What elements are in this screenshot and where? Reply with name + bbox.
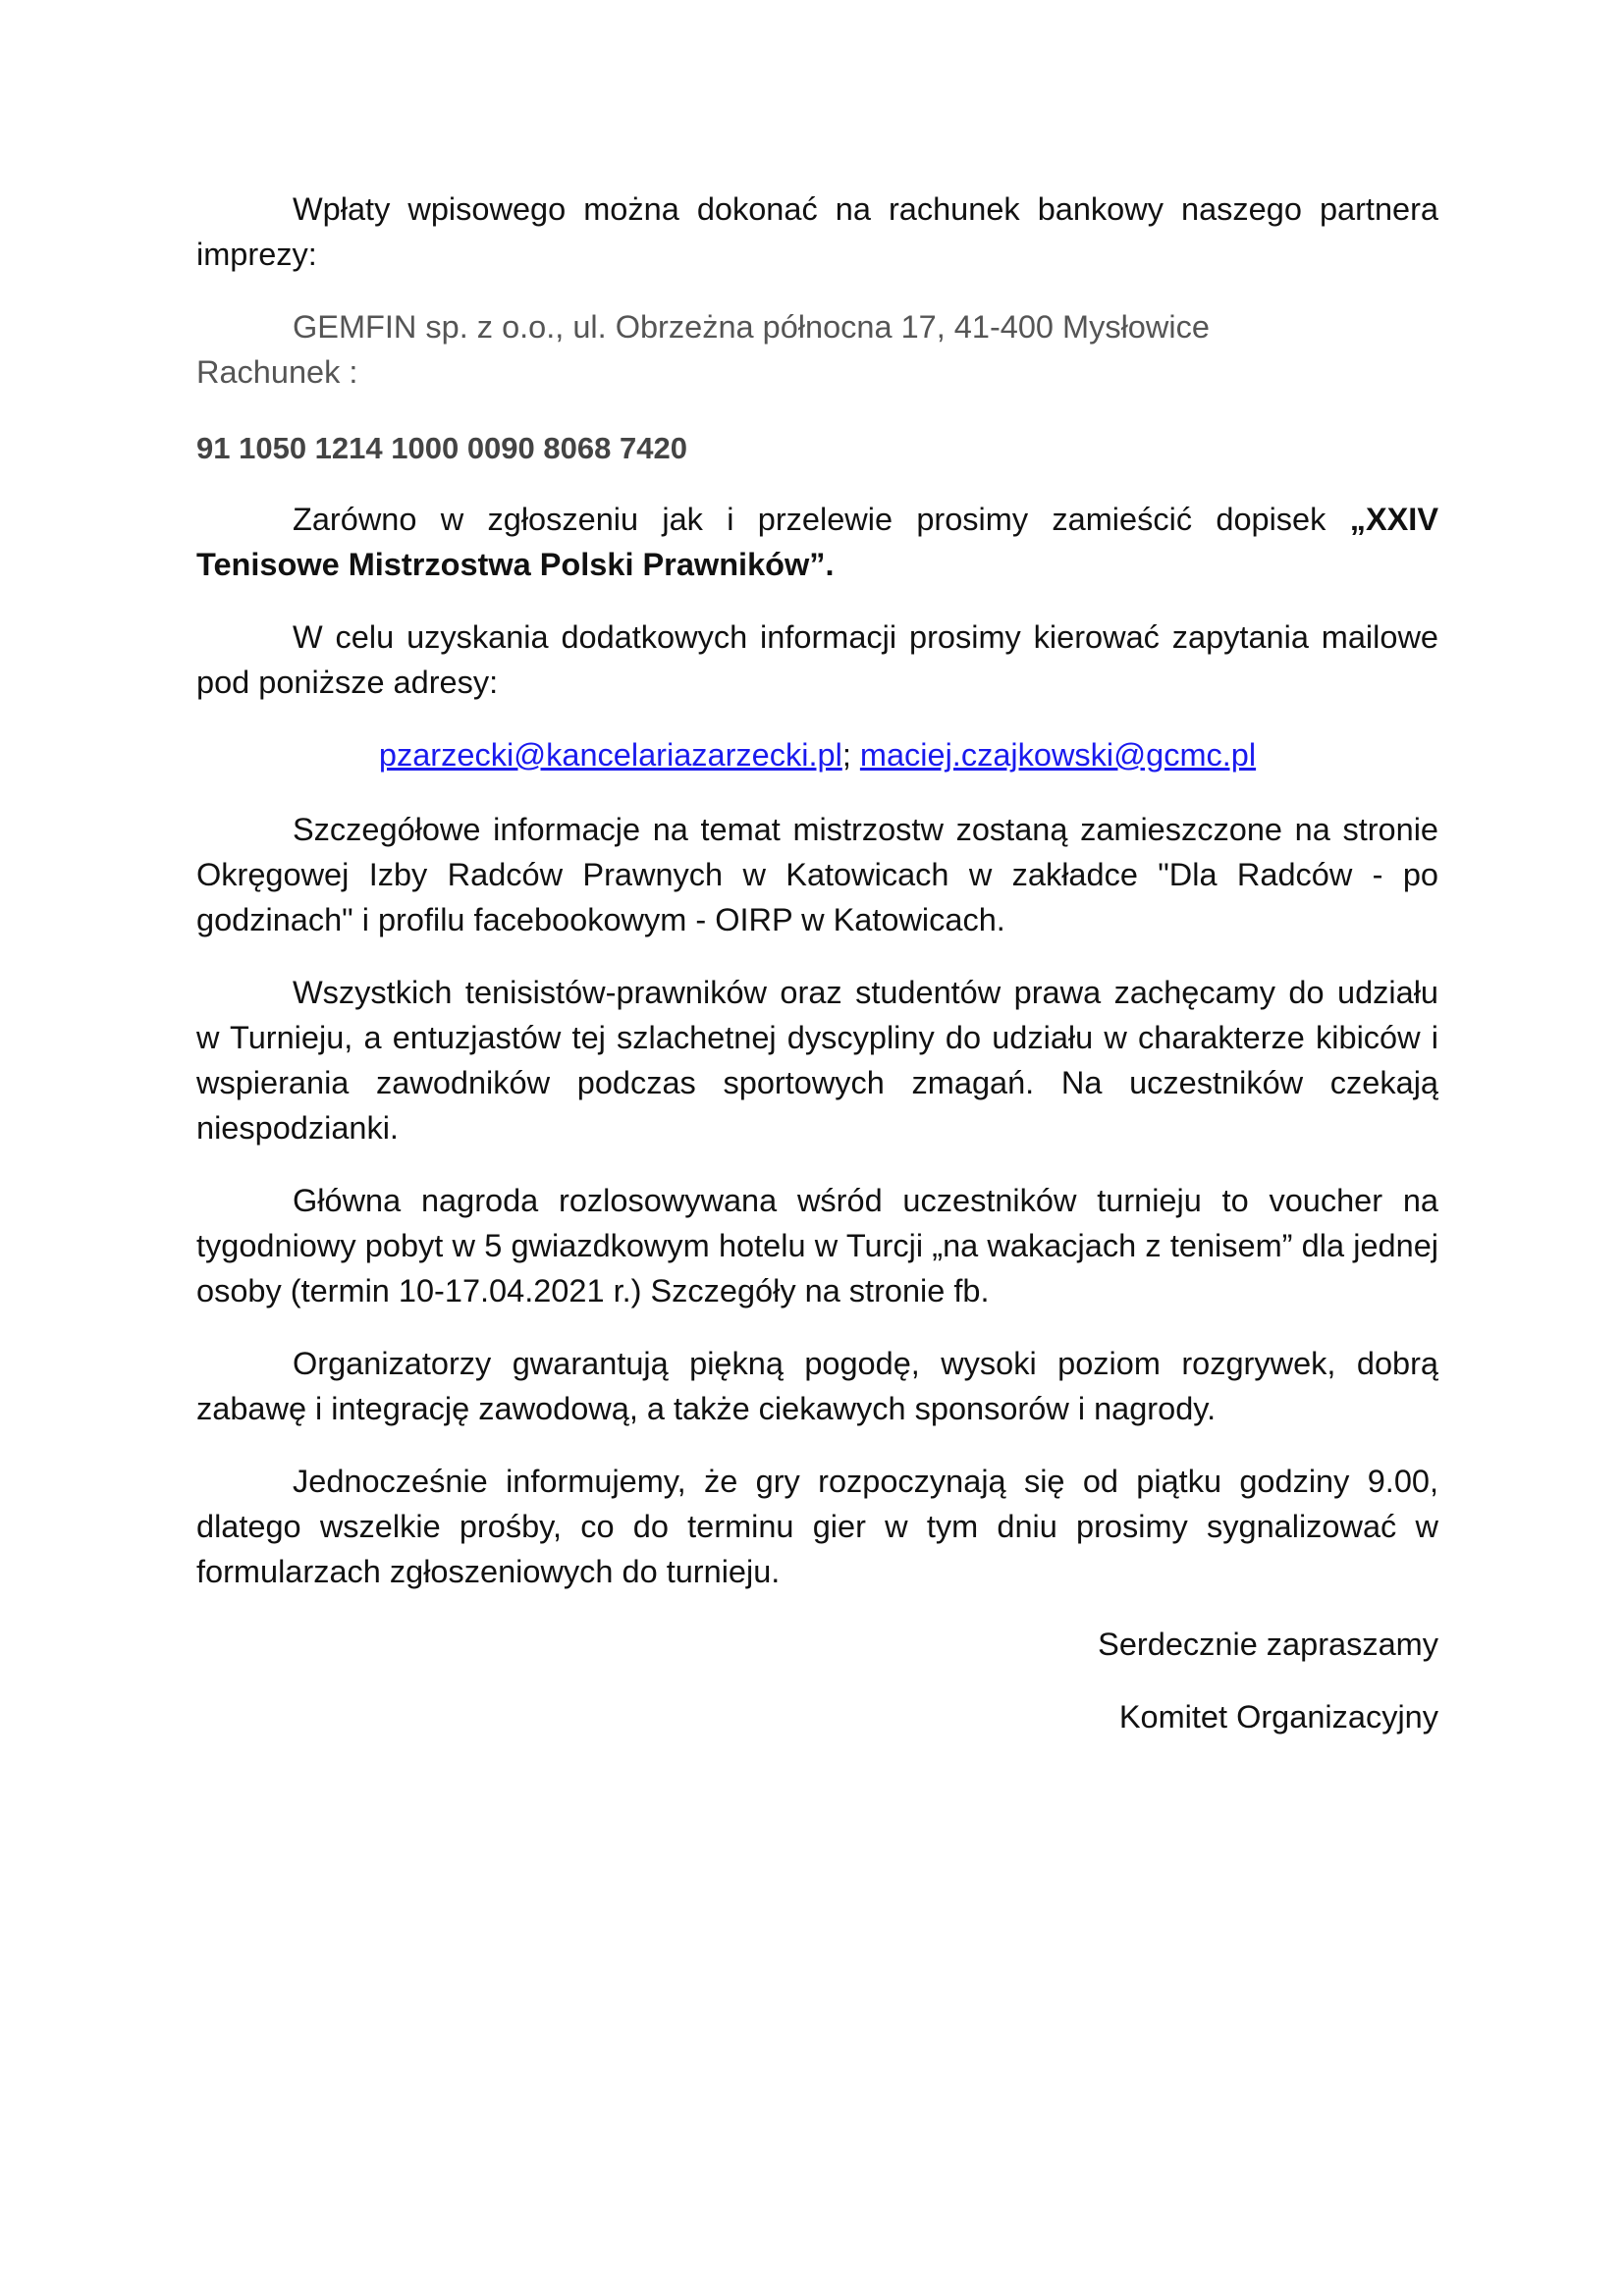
email-separator: ;: [841, 737, 851, 773]
details-paragraph: Szczegółowe informacje na temat mistrzostw zostaną zamieszczone na stronie Okręgowej Izby Radców Prawnych w Katowicach w zakładce "Dla Radców - po godzinach" i profilu facebookowym - OIRP w Katowicach.: [196, 812, 1438, 937]
contact-paragraph: W celu uzyskania dodatkowych informacji prosimy kierować zapytania mailowe pod poniższe adresy:: [196, 619, 1438, 700]
note-paragraph: [196, 497, 1438, 587]
account-number: 91 1050 1214 1000 0090 8068 7420: [196, 431, 687, 465]
email-links: [196, 732, 1438, 777]
email-link-zarzecki[interactable]: pzarzecki@kancelariazarzecki.pl: [378, 737, 842, 773]
prize-paragraph: Główna nagroda rozlosowywana wśród uczestników turnieju to voucher na tygodniowy pobyt w 5 gwiazdkowym hotelu w Turcji „na wakacjach z tenisem” dla jednej osoby (termin 10-17.04.2021 r.) Szczegóły na stronie fb.: [196, 1183, 1438, 1308]
championship-title: „XXIV Tenisowe Mistrzostwa Polski Prawników”.: [196, 502, 1439, 582]
guarantee-paragraph: Organizatorzy gwarantują piękną pogodę, wysoki poziom rozgrywek, dobrą zabawę i integrację zawodową, a także ciekawych sponsorów i nagrody.: [196, 1346, 1438, 1426]
document-page: [196, 187, 1438, 1767]
closing-signature: Komitet Organizacyjny: [1118, 1699, 1438, 1735]
intro-paragraph: Wpłaty wpisowego można dokonać na rachunek bankowy naszego partnera imprezy:: [196, 191, 1438, 272]
note-text: Zarówno w zgłoszeniu jak i przelewie prosimy zamieścić dopisek: [293, 502, 1326, 537]
partner-address: GEMFIN sp. z o.o., ul. Obrzeżna północna 17, 41-400 Mysłowice: [293, 309, 1210, 345]
email-link-czajkowski[interactable]: maciej.czajkowski@gcmc.pl: [859, 737, 1257, 773]
closing-greeting: Serdecznie zapraszamy: [1098, 1627, 1438, 1662]
partner-block: [196, 304, 1438, 395]
account-label: Rachunek :: [196, 354, 358, 390]
invite-paragraph: Wszystkich tenisistów-prawników oraz studentów prawa zachęcamy do udziału w Turnieju, a entuzjastów tej szlachetnej dyscypliny do udziału w charakterze kibiców i wspierania zawodników podczas sportowych zmagań. Na uczestników czekają niespodzianki.: [196, 975, 1438, 1146]
schedule-paragraph: Jednocześnie informujemy, że gry rozpoczynają się od piątku godziny 9.00, dlatego wszelkie prośby, co do terminu gier w tym dniu prosimy sygnalizować w formularzach zgłoszeniowych do turnieju.: [196, 1464, 1438, 1589]
